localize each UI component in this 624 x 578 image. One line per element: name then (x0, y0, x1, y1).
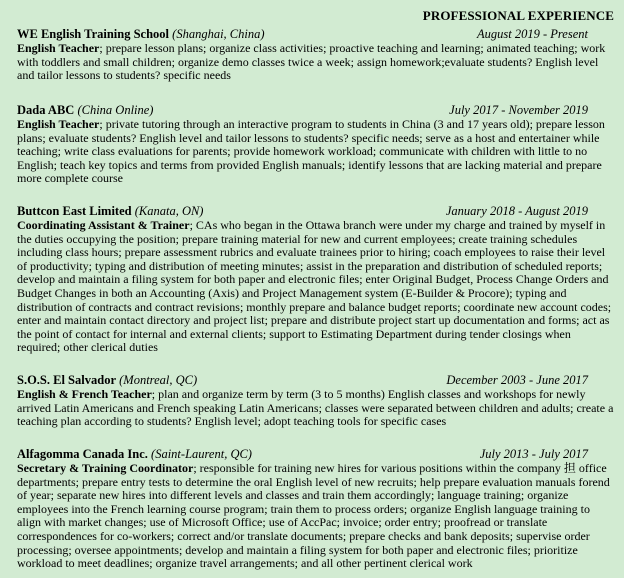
company-name: S.O.S. El Salvador (17, 373, 116, 387)
job-header (17, 373, 614, 387)
job-description (17, 462, 614, 571)
job-entry-dada-abc (17, 103, 614, 186)
job-role: English Teacher (17, 117, 100, 131)
company-name: WE English Training School (17, 27, 170, 41)
job-duties: ; CAs who began in the Ottawa branch were under my charge and trained by myself in the duties occupying the position; prepare training material for new and current employees; create training schedules including class hours; prepare assessment rubrics and evaluate trainees prior to hiring; coach employees to raise their level of productivity; typing and distribution of meeting minutes; assist in the preparation and distribution of scheduled reports; develop and maintain a filing system for both paper and electronic files; enter Original Budget, Process Change Orders and Budget Changes in both an Accounting (Axis) and Project Management system (E-Builder & Procore); typing and distribution of contracts and contract revisions; monthly prepare and balance budget reports; coordinate new account codes; enter and maintain contact directory and project list; prepare and distribute project start up documentation and forms; act as the point of contact for internal and external clients; support to Estimating Department during tender closings when required; other clerical duties (17, 218, 612, 355)
company-location: (Saint-Laurent, QC) (151, 447, 252, 461)
job-entry-buttcon (17, 204, 614, 355)
job-role: English Teacher (17, 41, 100, 55)
job-role: Coordinating Assistant & Trainer (17, 218, 190, 232)
job-role: Secretary & Training Coordinator (17, 461, 194, 475)
job-duties: ; responsible for training new hires for various positions within the company 担 office departments; prepare entry tests to determine the oral English level of new recruits; help prepare evaluation manuals forend of year; separate new hires into different levels and classes and train them accordingly; language training; organize employees into the French learning course program; train them to process orders; organize English language training to align with market changes; use of Microsoft Office; use of AccPac; invoice; order entry; proofread or translate correspondences for co-workers; correct and/or translate documents; prepare checks and bank deposits; supervise order processing; oversee appointments; develop and maintain a filing system for both paper and electronic files; prioritize workload to meet deadlines; organize travel arrangements; and all other pertinent clerical work (17, 461, 610, 571)
job-header (17, 204, 614, 218)
job-duties: ; private tutoring through an interactive program to students in China (3 and 17 years old); prepare lesson plans; evaluate students? English level and tailor lessons to students? specific needs; serve as a host and entertainer while teaching; write class evaluations for parents; provide homework workload; communicate with children with little to no English; teach key topics and terms from provided English manuals; identify lessons that are lacking material and prepare more complete course (17, 117, 605, 186)
company-name: Dada ABC (17, 103, 75, 117)
job-dates: July 2013 - July 2017 (479, 447, 588, 461)
job-dates: December 2003 - June 2017 (446, 373, 588, 387)
company-name: Alfagomma Canada Inc. (17, 447, 148, 461)
job-header (17, 447, 614, 461)
job-duties: ; prepare lesson plans; organize class activities; proactive teaching and learning; animated teaching; work with toddlers and small children; organize demo classes twice a week; assign homework;evaluate students? English level and tailor lessons to students? specific needs (17, 41, 606, 83)
section-title: PROFESSIONAL EXPERIENCE (422, 8, 614, 23)
job-entry-we-english (17, 27, 614, 83)
job-description (17, 388, 614, 429)
company-name: Buttcon East Limited (17, 204, 132, 218)
job-description (17, 118, 614, 186)
job-description (17, 219, 614, 355)
company-location: (China Online) (77, 103, 154, 117)
company-location: (Shanghai, China) (172, 27, 265, 41)
job-description (17, 42, 614, 83)
job-duties: ; plan and organize term by term (3 to 5 months) English classes and workshops for newly arrived Latin Americans and French speaking Latin Americans; classes were separated between children and adults; create a teaching plan according to students? English level; adopt teaching tools for specific cases (17, 387, 614, 429)
job-dates: January 2018 - August 2019 (445, 204, 588, 218)
job-header (17, 27, 614, 41)
job-dates: July 2017 - November 2019 (449, 103, 588, 117)
job-role: English & French Teacher (17, 387, 152, 401)
job-header (17, 103, 614, 117)
company-location: (Montreal, QC) (119, 373, 198, 387)
job-dates: August 2019 - Present (477, 27, 588, 41)
job-entry-alfagomma (17, 447, 614, 571)
company-location: (Kanata, ON) (134, 204, 204, 218)
job-entry-sos-el-salvador (17, 373, 614, 429)
